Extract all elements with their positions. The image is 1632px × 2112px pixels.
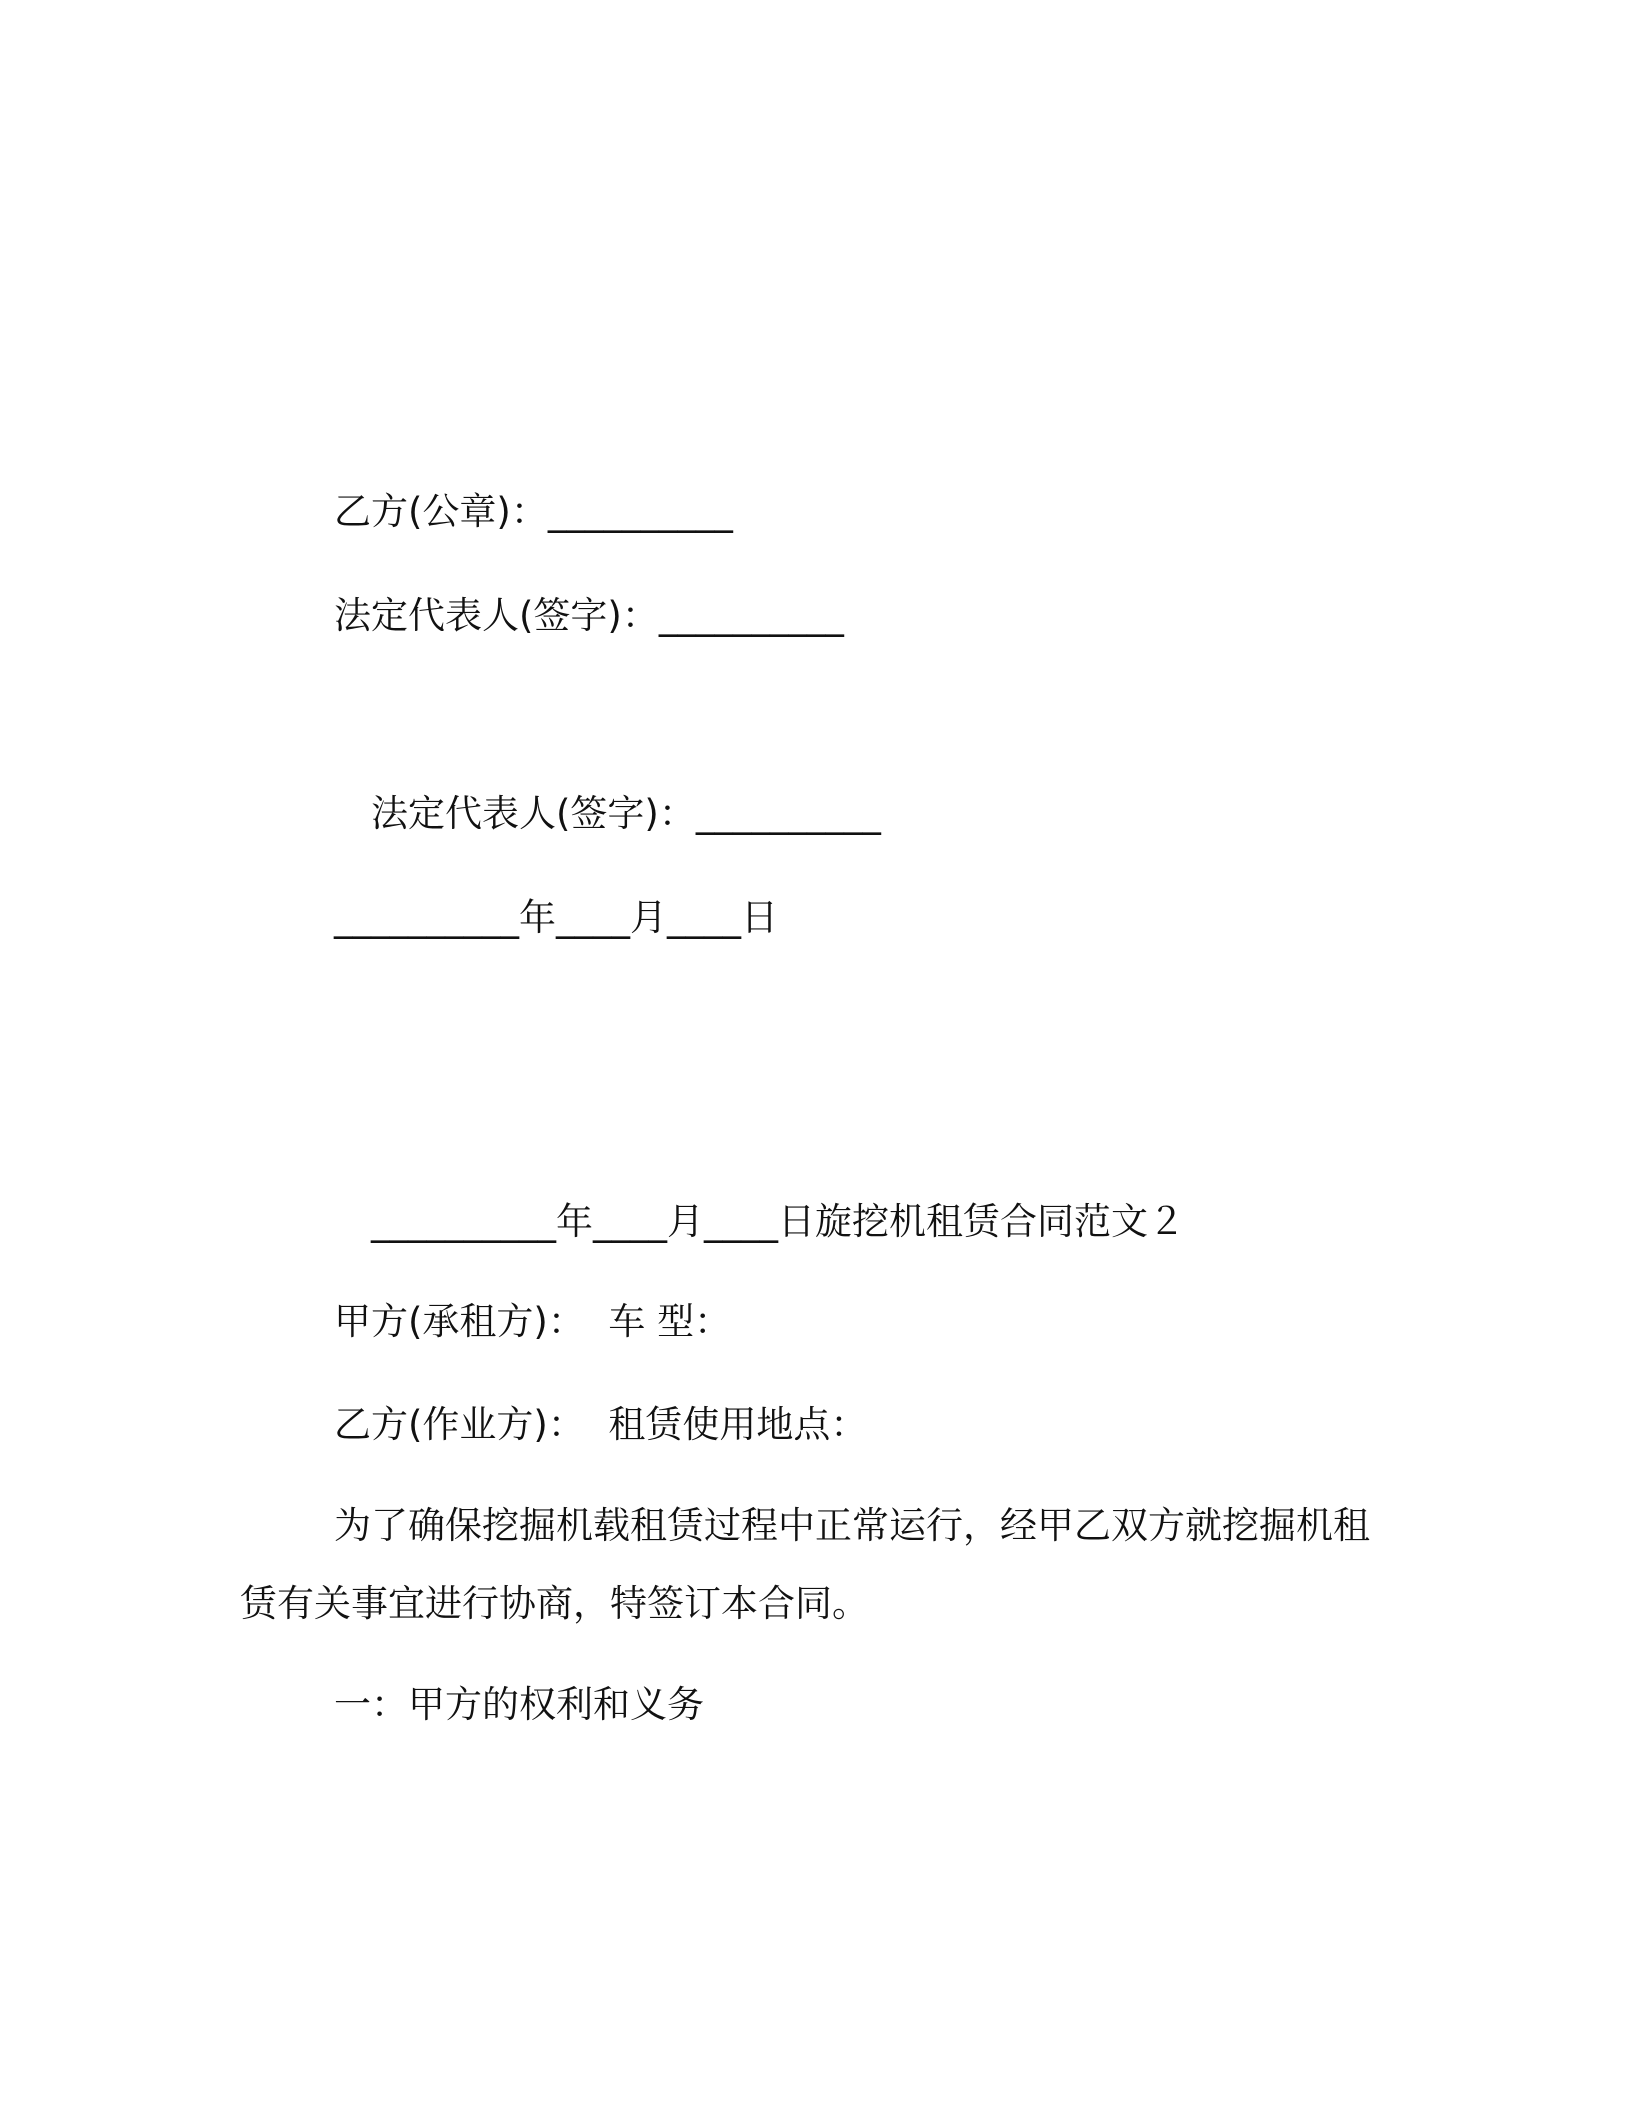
contract-title: __________年____月____日旋挖机租赁合同范文２ [371, 1200, 1185, 1243]
legal-rep-line-1: 法定代表人(签字)：__________ [334, 594, 844, 637]
intro-paragraph-line-2: 赁有关事宜进行协商，特签订本合同。 [240, 1582, 869, 1625]
party-b-line: 乙方(作业方)： 租赁使用地点： [334, 1403, 868, 1446]
section-heading: 一：甲方的权利和义务 [334, 1683, 704, 1726]
intro-paragraph-line-1: 为了确保挖掘机载租赁过程中正常运行，经甲乙双方就挖掘机租 [334, 1504, 1370, 1547]
party-a-line: 甲方(承租方)： 车 型： [334, 1300, 732, 1343]
date-line: __________年____月____日 [334, 896, 778, 939]
party-b-seal-line: 乙方(公章)：__________ [334, 490, 733, 533]
legal-rep-line-2: 法定代表人(签字)：__________ [371, 792, 881, 835]
